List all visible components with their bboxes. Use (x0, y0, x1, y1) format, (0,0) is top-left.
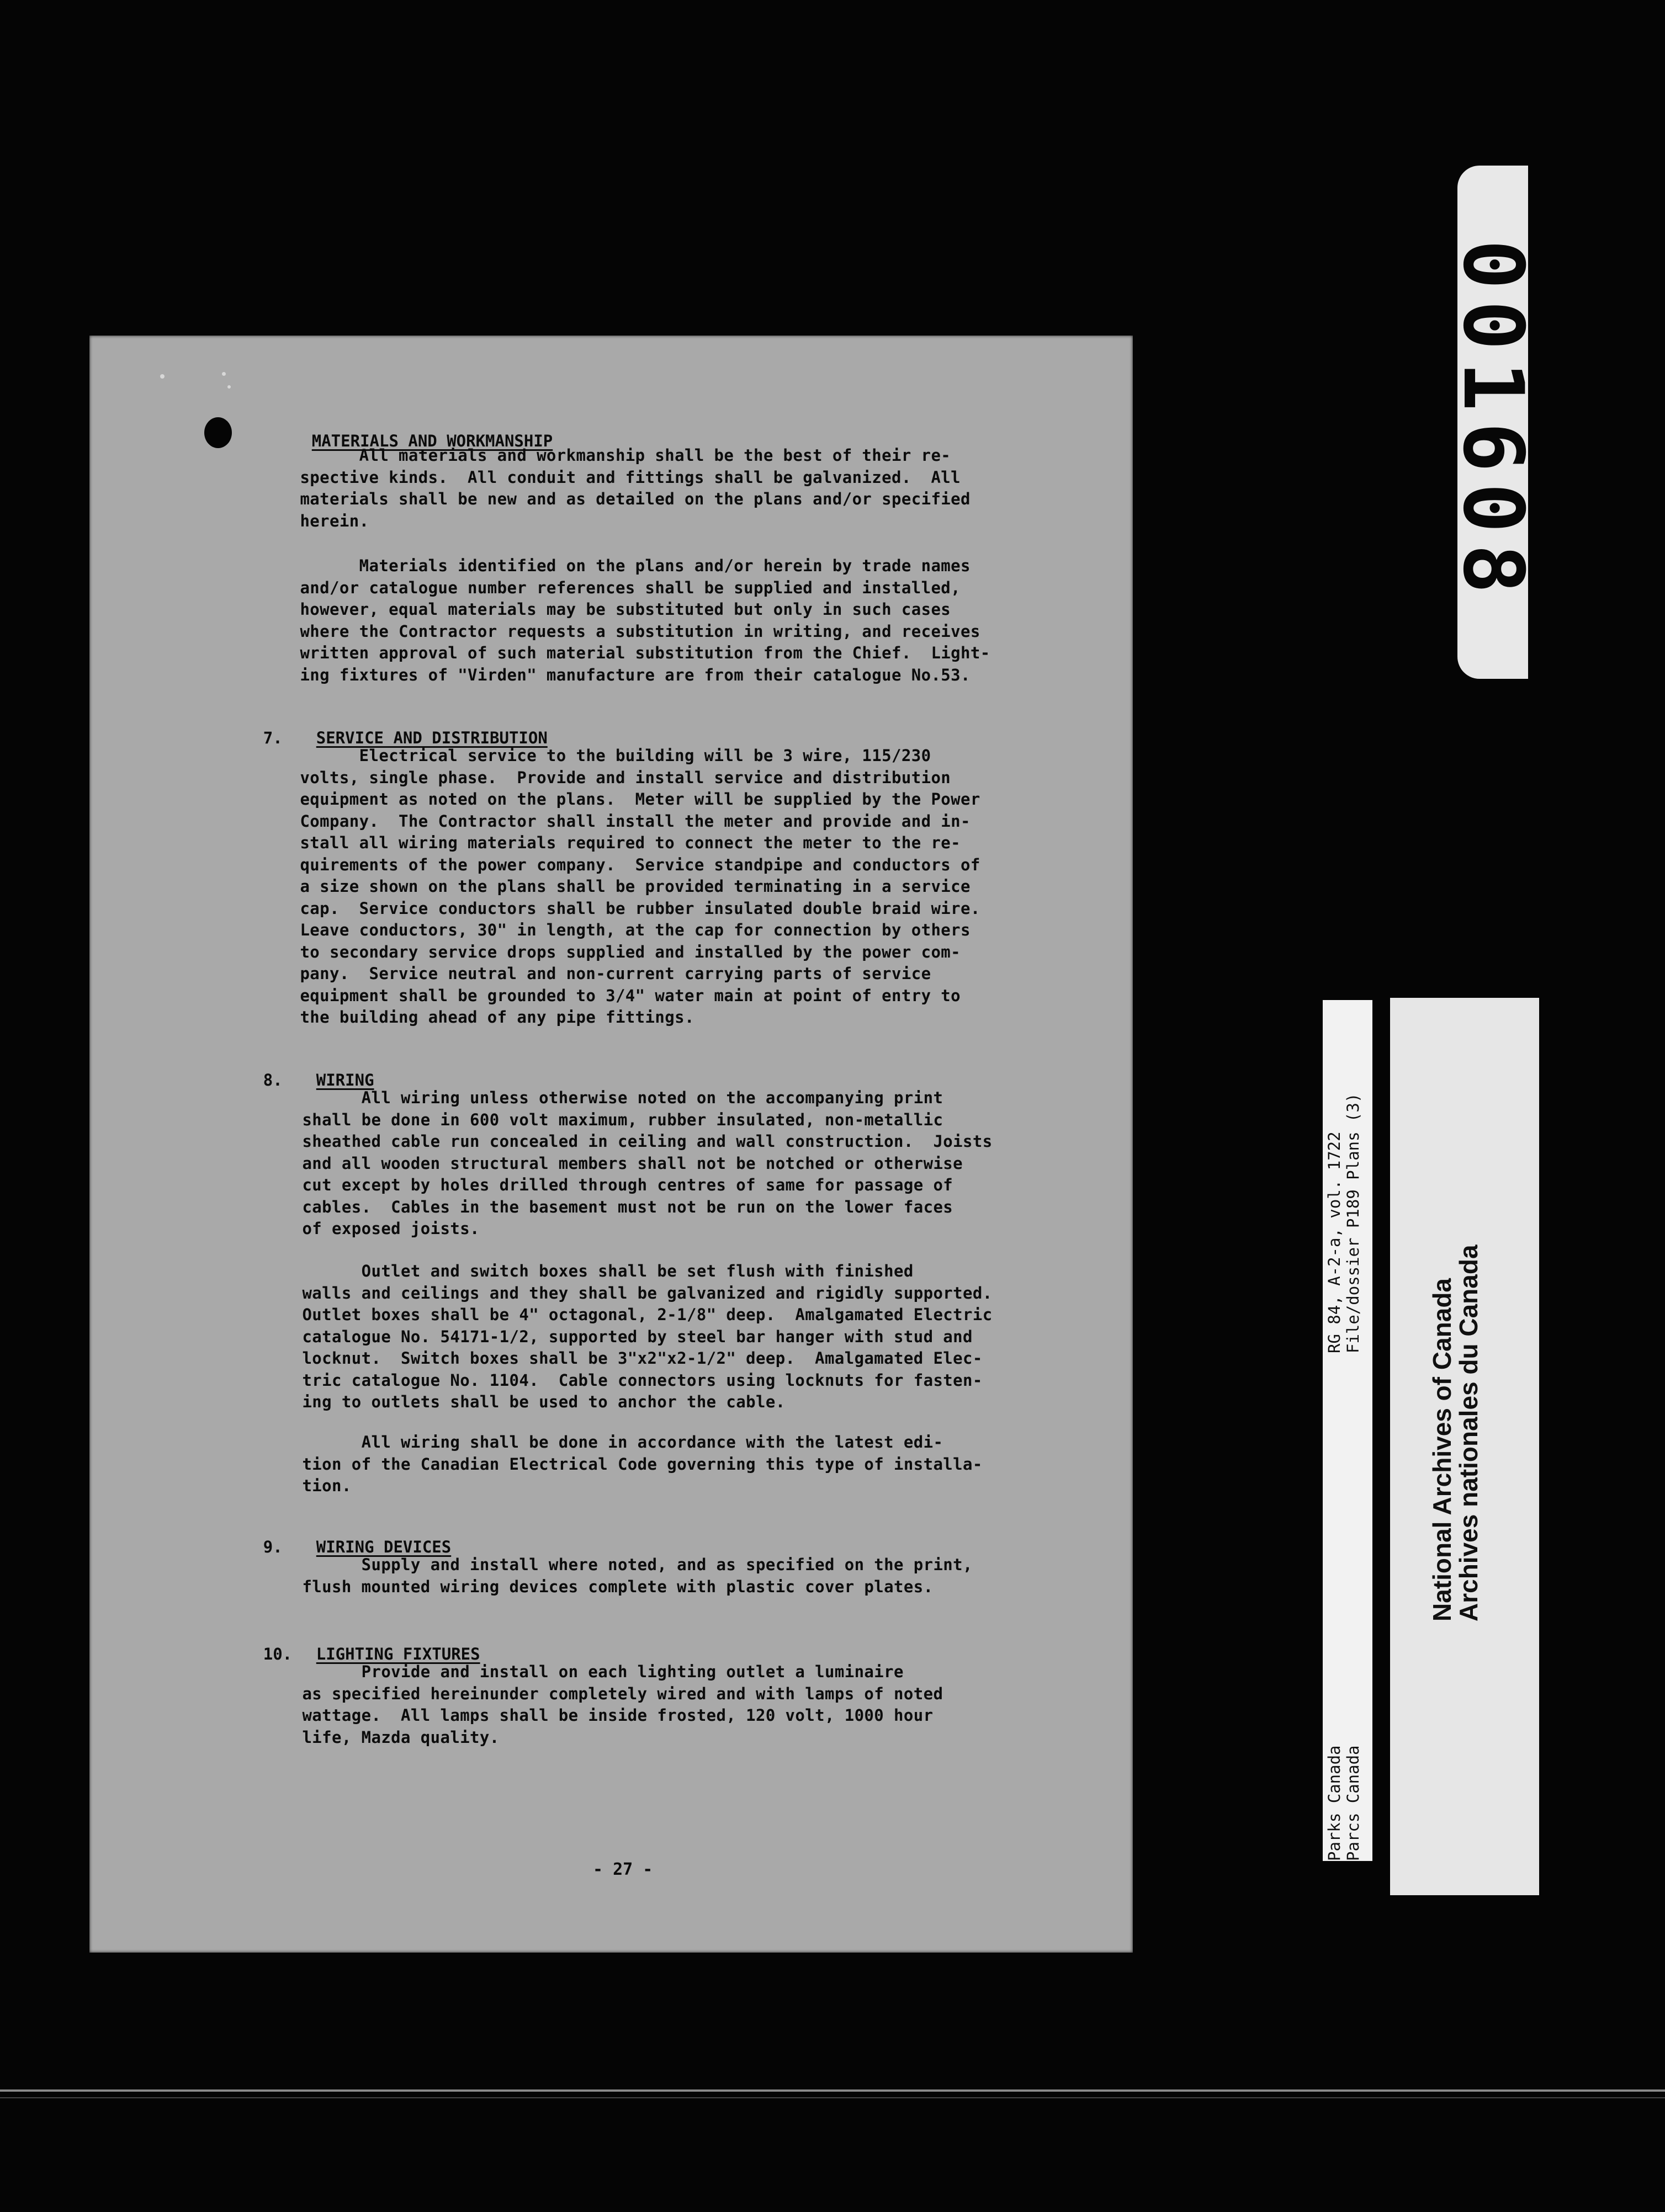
paragraph-wiring-devices-1: Supply and install where noted, and as specified on the print, flush mounted wiring devices complete with plastic cover plates. (302, 1555, 973, 1596)
section-number: 10. (263, 1645, 293, 1663)
paragraph-materials-1: All materials and workmanship shall be the best of their re- spective kinds. All conduit and fittings shall be galvanized. All materials shall be new and as detailed on the plans and/or specified herein. (300, 446, 971, 530)
section-number: 9. (263, 1538, 283, 1556)
paragraph-materials-2: Materials identified on the plans and/or herein by trade names and/or catalogue number references shall be supplied and installed, however, equal materials may be substituted but only in such cases where the Contractor requests a substitution in writing, and receives written approval of such material substitution from the Chief. Light- ing fixtures of "Virden" manufacture are from their catalogue No.53. (300, 556, 990, 684)
document-body (89, 336, 1133, 1953)
archive-line-2: Archives nationales du Canada (1454, 1245, 1483, 1621)
reference-text (1325, 1093, 1362, 1353)
frame-number-text: 001608 (1445, 240, 1541, 605)
section-title: MATERIALS AND WORKMANSHIP (311, 432, 553, 450)
archive-reference-label (1323, 1000, 1372, 1861)
page-number: - 27 - (593, 1860, 653, 1879)
paragraph-lighting-1: Provide and install on each lighting outlet a luminaire as specified hereinunder completely wired and with lamps of noted wattage. All lamps shall be inside frosted, 120 volt, 1000 hour life, Mazda quality. (302, 1662, 943, 1747)
film-edge-line-thin (0, 2097, 1665, 2098)
paragraph-wiring-1: All wiring unless otherwise noted on the accompanying print shall be done in 600 volt maximum, rubber insulated, non-metallic sheathed cable run concealed in ceiling and wall construction. Joists and all wooden structural members shall not be notched or otherwise cut except by holes drilled through centres of same for passage of cables. Cables in the basement must not be run on the lower faces of exposed joists. (302, 1088, 993, 1238)
document-page (89, 336, 1133, 1953)
section-title: SERVICE AND DISTRIBUTION (316, 729, 548, 747)
agency-text (1325, 1745, 1362, 1861)
archive-text (1429, 1245, 1482, 1621)
agency-line-2: Parcs Canada (1344, 1745, 1362, 1861)
agency-line-1: Parks Canada (1325, 1745, 1344, 1861)
reference-line-1: RG 84, A-2-a, vol. 1722 (1325, 1131, 1344, 1353)
microfilm-frame-number (1445, 166, 1541, 679)
reference-line-2: File/dossier P189 Plans (3) (1344, 1093, 1362, 1353)
section-number: 7. (263, 729, 283, 747)
section-title: LIGHTING FIXTURES (316, 1645, 480, 1663)
paragraph-wiring-2: Outlet and switch boxes shall be set flush with finished walls and ceilings and they shall be galvanized and rigidly supported. Outlet boxes shall be 4" octagonal, 2-1/8" deep. Amalgamated Electric catalogue No. 54171-1/2, supported by steel bar hanger with stud and locknut. Switch boxes shall be 3"x2"x2-1/2" deep. Amalgamated Elec- tric catalogue No. 1104. Cable connectors using locknuts for fasten- ing to outlets shall be used to anchor the cable. (302, 1262, 993, 1411)
archive-line-1: National Archives of Canada (1428, 1278, 1456, 1621)
section-title: WIRING DEVICES (316, 1538, 452, 1556)
film-edge-line (0, 2089, 1665, 2092)
section-number: 8. (263, 1071, 283, 1089)
paragraph-wiring-3: All wiring shall be done in accordance with the latest edi- tion of the Canadian Electrical Code governing this type of installa- tion. (302, 1433, 983, 1495)
section-title: WIRING (316, 1071, 374, 1089)
paragraph-service-1: Electrical service to the building will be 3 wire, 115/230 volts, single phase. Provide and install service and distribution equipment as noted on the plans. Meter will be supplied by the Power Company. The Contractor shall install the meter and provide and in- stall all wiring materials required to connect the meter to the re- quirements of the power company. Service standpipe and conductors of a size shown on the plans shall be provided terminating in a service cap. Service conductors shall be rubber insulated double braid wire. Leave conductors, 30" in length, at the cap for connection by others to secondary service drops supplied and installed by the power com- pany. Service neutral and non-current carrying parts of service equipment shall be grounded to 3/4" water main at point of entry to the building ahead of any pipe fittings. (300, 746, 980, 1027)
archive-stamp (1390, 998, 1539, 1895)
